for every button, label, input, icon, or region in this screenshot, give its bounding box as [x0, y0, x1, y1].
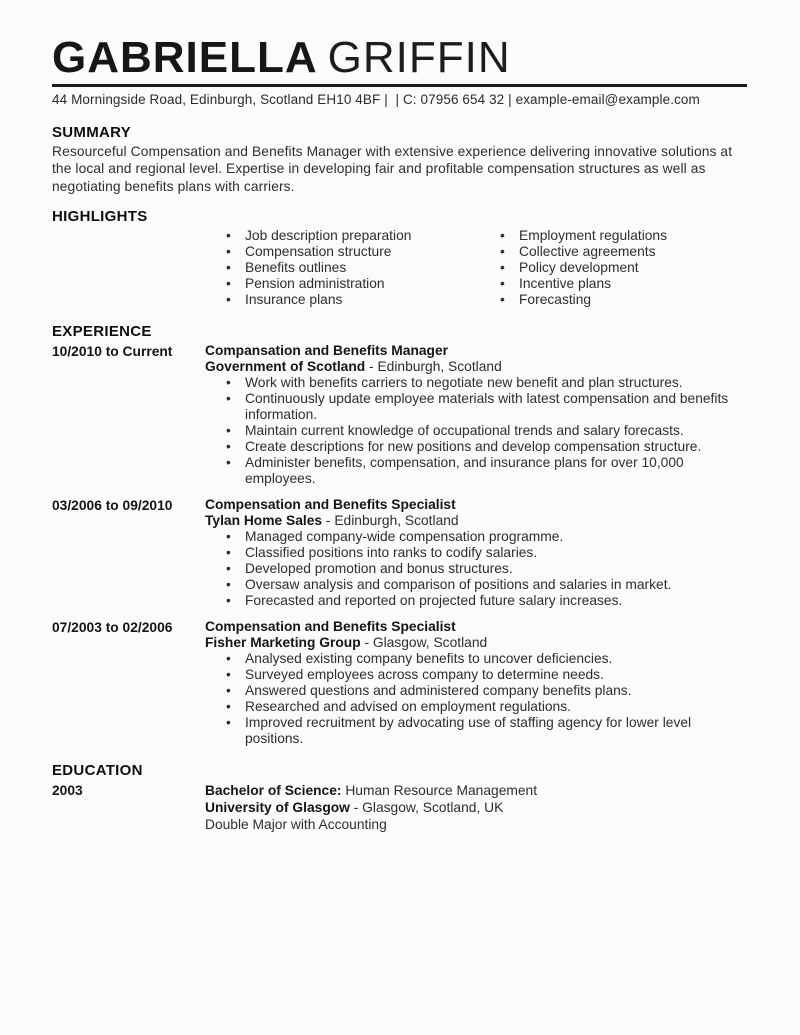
job-location: - Edinburgh, Scotland [322, 512, 459, 528]
section-highlights [52, 208, 747, 308]
job-location: - Glasgow, Scotland [360, 634, 488, 650]
section-experience [52, 323, 747, 747]
job-bullet: • Work with benefits carriers to negotiate new benefit and plan structures. [205, 375, 747, 391]
candidate-name [52, 33, 747, 82]
highlights-column-2 [479, 228, 667, 308]
highlight-item: • Pension administration [205, 276, 479, 292]
job-bullet: • Maintain current knowledge of occupational trends and salary forecasts. [205, 423, 747, 439]
school-name: University of Glasgow [205, 799, 350, 815]
job-bullet: • Managed company-wide compensation programme. [205, 529, 747, 545]
job-entry [52, 343, 747, 487]
job-dates: 10/2010 to Current [52, 343, 173, 359]
experience-heading: EXPERIENCE [52, 322, 152, 340]
job-bullet: • Developed promotion and bonus structures. [205, 561, 747, 577]
school-line [205, 799, 747, 816]
highlight-item: • Employment regulations [479, 228, 667, 244]
job-bullets [205, 375, 747, 487]
section-education [52, 762, 747, 833]
job-entry [52, 497, 747, 609]
job-body [205, 619, 747, 747]
contact-line: 44 Morningside Road, Edinburgh, Scotland EH10 4BF | | C: 07956 654 32 | example-email@example.com [52, 92, 700, 107]
job-company-line [205, 359, 747, 375]
job-bullet: • Answered questions and administered company benefits plans. [205, 683, 747, 699]
summary-heading: SUMMARY [52, 124, 132, 141]
job-company: Government of Scotland [205, 358, 366, 374]
highlight-item: • Benefits outlines [205, 260, 479, 276]
job-bullet: • Improved recruitment by advocating use of staffing agency for lower level positions. [205, 715, 747, 747]
job-bullet: • Forecasted and reported on projected future salary increases. [205, 593, 747, 609]
candidate-first-name: GABRIELLA [52, 33, 318, 82]
highlight-item: • Incentive plans [479, 276, 667, 292]
job-bullet: • Oversaw analysis and comparison of positions and salaries in market. [205, 577, 747, 593]
job-dates: 07/2003 to 02/2006 [52, 619, 173, 635]
job-body [205, 497, 747, 609]
header-rule [52, 84, 747, 87]
education-entry [52, 782, 747, 833]
job-title: Compensation and Benefits Specialist [205, 496, 456, 512]
job-title: Compansation and Benefits Manager [205, 342, 449, 358]
highlight-item: • Compensation structure [205, 244, 479, 260]
job-bullets [205, 529, 747, 609]
highlight-item: • Policy development [479, 260, 667, 276]
job-company-line [205, 635, 747, 651]
job-company: Tylan Home Sales [205, 512, 323, 528]
job-company: Fisher Marketing Group [205, 634, 361, 650]
degree-line [205, 782, 747, 799]
job-bullet: • Create descriptions for new positions and develop compensation structure. [205, 439, 747, 455]
education-heading: EDUCATION [52, 761, 143, 779]
degree-field: Human Resource Management [341, 782, 538, 798]
candidate-last-name: GRIFFIN [327, 33, 511, 82]
degree-type: Bachelor of Science: [205, 782, 342, 798]
highlight-item: • Collective agreements [479, 244, 667, 260]
job-bullet: • Researched and advised on employment regulations. [205, 699, 747, 715]
school-location: - Glasgow, Scotland, UK [349, 799, 504, 815]
job-entry [52, 619, 747, 747]
job-bullet: • Continuously update employee materials with latest compensation and benefits information. [205, 391, 747, 423]
job-dates: 03/2006 to 09/2010 [52, 497, 173, 513]
highlights-heading: HIGHLIGHTS [52, 208, 148, 226]
experience-jobs [52, 343, 747, 747]
highlights-columns [205, 228, 747, 308]
job-title: Compensation and Benefits Specialist [205, 618, 456, 634]
job-bullet: • Surveyed employees across company to determine needs. [205, 667, 747, 683]
education-note: Double Major with Accounting [205, 816, 387, 832]
job-bullet: • Administer benefits, compensation, and insurance plans for over 10,000 employees. [205, 455, 747, 487]
highlights-column-1 [205, 228, 479, 308]
job-body [205, 343, 747, 487]
job-bullets [205, 651, 747, 747]
highlight-item: • Insurance plans [205, 292, 479, 308]
summary-text: Resourceful Compensation and Benefits Manager with extensive experience delivering innovative solutions at the local and regional level. Expertise in developing fair and profitable compensation structures as well as negotiating benefits plans with carriers. [52, 144, 733, 194]
highlight-item: • Job description preparation [205, 228, 479, 244]
job-bullet: • Classified positions into ranks to codify salaries. [205, 545, 747, 561]
job-bullet: • Analysed existing company benefits to uncover deficiencies. [205, 651, 747, 667]
job-location: - Edinburgh, Scotland [365, 358, 502, 374]
education-body [205, 782, 747, 833]
job-company-line [205, 513, 747, 529]
highlight-item: • Forecasting [479, 292, 667, 308]
education-year: 2003 [52, 782, 83, 798]
section-summary [52, 124, 747, 195]
